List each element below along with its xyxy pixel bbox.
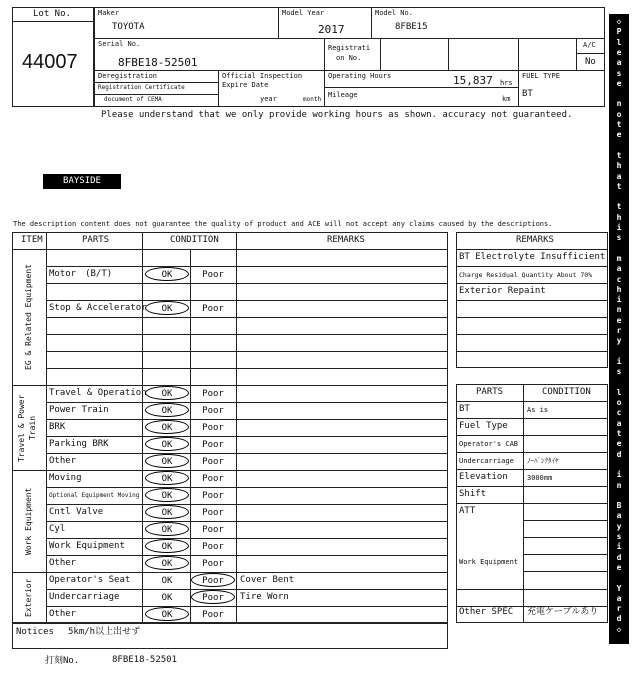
remark-item: Charge Residual Quantity About 70% xyxy=(459,271,593,279)
remark-divider xyxy=(456,317,608,318)
inspection-label-1: Official Inspection xyxy=(222,72,303,80)
ac-label: A/C xyxy=(583,41,596,49)
side-note-char: e xyxy=(616,78,622,88)
side-note-char: h xyxy=(616,284,622,294)
part-name: Other xyxy=(49,609,77,619)
side-note-bar xyxy=(609,14,629,644)
side-note-char: s xyxy=(616,68,622,78)
ok-label: OK xyxy=(161,474,173,484)
side-note-char: e xyxy=(616,562,622,572)
side-note-char: n xyxy=(616,480,622,490)
inspection-label-2: Expire Date xyxy=(222,81,269,89)
parts-divider xyxy=(523,520,608,521)
side-note-char: i xyxy=(616,356,622,366)
remark-divider xyxy=(456,334,608,335)
part-name: Other xyxy=(49,558,77,568)
model-no-value: 8FBE15 xyxy=(395,22,428,32)
ok-label: OK xyxy=(161,542,173,552)
side-note-char: n xyxy=(616,99,622,109)
group-travel-2: Train xyxy=(28,415,37,441)
side-note-char: a xyxy=(616,418,622,428)
side-note-char: Y xyxy=(616,583,622,593)
notices-label: Notices xyxy=(16,627,54,637)
side-note-char: h xyxy=(616,161,622,171)
remark-divider xyxy=(456,300,608,301)
poor-label: Poor xyxy=(202,491,224,501)
cema-label: document of CEMA xyxy=(104,96,162,103)
remark-item: BT Electrolyte Insufficient xyxy=(459,252,606,262)
side-note-char: l xyxy=(616,387,622,397)
ok-label: OK xyxy=(161,406,173,416)
registration-label-2: on No. xyxy=(336,54,362,62)
side-note-char: P xyxy=(616,27,622,37)
ok-label: OK xyxy=(161,593,173,603)
side-note-char: y xyxy=(616,336,622,346)
part-name: Stop & Accelerator xyxy=(49,303,147,313)
col-item: ITEM xyxy=(21,235,43,245)
lot-number: 44007 xyxy=(22,51,78,73)
row-divider xyxy=(46,402,448,403)
row-divider xyxy=(46,317,448,318)
ok-label: OK xyxy=(161,525,173,535)
ok-label: OK xyxy=(161,559,173,569)
row-divider xyxy=(46,538,448,539)
side-note-char: e xyxy=(616,439,622,449)
side-note-char: n xyxy=(616,305,622,315)
side-note-char: ◇ xyxy=(616,624,622,634)
parts-divider xyxy=(523,571,608,572)
group-exterior: Exterior xyxy=(24,578,33,618)
side-note-char: e xyxy=(616,315,622,325)
parts-divider xyxy=(456,503,608,504)
row-divider xyxy=(46,589,448,590)
side-note-char: ◇ xyxy=(616,17,622,26)
part-name: Moving xyxy=(49,473,82,483)
ac-value: No xyxy=(585,57,596,67)
maker-value: TOYOTA xyxy=(112,22,145,32)
ok-label: OK xyxy=(161,610,173,620)
parts-row-name: Fuel Type xyxy=(459,421,508,431)
group-travel-1: Travel & Power xyxy=(17,394,26,462)
poor-label: Poor xyxy=(202,525,224,535)
row-remark: Tire Worn xyxy=(240,592,289,602)
row-divider xyxy=(46,487,448,488)
parts-divider xyxy=(456,435,608,436)
side-note-char: B xyxy=(616,501,622,511)
poor-label: Poor xyxy=(202,508,224,518)
remark-divider xyxy=(456,351,608,352)
poor-label: Poor xyxy=(202,542,224,552)
side-note-char: d xyxy=(616,449,622,459)
part-name: Cntl Valve xyxy=(49,507,104,517)
side-note-char: c xyxy=(616,274,622,284)
poor-label: Poor xyxy=(202,457,224,467)
part-name: Travel & Operation xyxy=(49,388,147,398)
side-note-char: y xyxy=(616,521,622,531)
parts-divider xyxy=(523,554,608,555)
row-divider xyxy=(46,436,448,437)
poor-label: Poor xyxy=(202,270,224,280)
group-eg: EG & Related Equipment xyxy=(24,264,33,370)
col-parts: PARTS xyxy=(82,235,110,245)
serial-label: Serial No. xyxy=(98,40,141,48)
side-note-char: t xyxy=(616,120,622,129)
parts-divider xyxy=(523,537,608,538)
side-note-char: s xyxy=(616,367,622,377)
row-divider xyxy=(46,453,448,454)
side-note-char: i xyxy=(616,542,622,552)
side-note-char: t xyxy=(616,150,622,160)
part-name: Operator's Seat xyxy=(49,575,131,585)
poor-label: Poor xyxy=(202,474,224,484)
model-year-value: 2017 xyxy=(318,23,345,36)
part-name: Other xyxy=(49,456,77,466)
condition-col-header: CONDITION xyxy=(542,387,591,397)
notices-value: 5km/h以上出せず xyxy=(68,627,141,637)
side-note-char: c xyxy=(616,408,622,418)
part-name: Undercarriage xyxy=(49,592,120,602)
registration-cert-label: Registration Certificate xyxy=(98,84,185,91)
location-badge: BAYSIDE xyxy=(43,174,121,189)
ok-label: OK xyxy=(161,440,173,450)
row-divider xyxy=(46,555,448,556)
month-label: month xyxy=(303,96,322,103)
remark-item: Exterior Repaint xyxy=(459,286,546,296)
row-divider xyxy=(46,351,448,352)
side-note-char: d xyxy=(616,552,622,562)
side-note-char: t xyxy=(616,181,622,191)
remark-divider xyxy=(456,283,608,284)
side-note-char: i xyxy=(616,470,622,480)
km-unit: km xyxy=(502,95,511,103)
maker-label: Maker xyxy=(98,9,120,17)
side-note-char: a xyxy=(616,171,622,181)
poor-label: Poor xyxy=(202,440,224,450)
group-work: Work Equipment xyxy=(24,487,33,556)
ok-label: OK xyxy=(161,491,173,501)
col-remarks: REMARKS xyxy=(327,235,365,245)
part-name: Work Equipment xyxy=(49,541,125,551)
poor-label: Poor xyxy=(202,304,224,314)
row-divider xyxy=(46,606,448,607)
part-name: Parking BRK xyxy=(49,439,109,449)
side-note-char: i xyxy=(616,295,622,305)
serial-value: 8FBE18-52501 xyxy=(118,56,198,69)
side-note-char: o xyxy=(616,109,622,119)
parts-row-name: Undercarriage xyxy=(459,457,514,465)
row-divider xyxy=(46,419,448,420)
lot-label: Lot No. xyxy=(33,9,71,19)
poor-label: Poor xyxy=(202,406,224,416)
other-spec-label: Other SPEC xyxy=(459,607,514,617)
col-condition: CONDITION xyxy=(170,235,219,245)
ok-label: OK xyxy=(161,508,173,518)
parts-row-name: BT xyxy=(459,404,470,414)
parts-divider xyxy=(456,452,608,453)
operating-hours-value: 15,837 xyxy=(453,74,493,87)
row-divider xyxy=(46,334,448,335)
parts-row-name: Operator's CAB xyxy=(459,440,519,448)
parts-row-name: ATT xyxy=(459,506,476,516)
poor-label: Poor xyxy=(202,559,224,569)
part-name: BRK xyxy=(49,422,66,432)
operating-hours-label: Operating Hours xyxy=(328,72,392,80)
parts-row-condition: 3000mm xyxy=(527,474,553,482)
hours-notice: Please understand that we only provide working hours as shown. accuracy not guaranteed. xyxy=(101,110,573,120)
stamp-label: 打刻No. xyxy=(45,656,80,666)
model-no-label: Model No. xyxy=(375,9,413,17)
part-name: Motor (B/T) xyxy=(49,269,113,279)
stamp-value: 8FBE18-52501 xyxy=(112,655,178,665)
part-name: Power Train xyxy=(49,405,109,415)
side-note-char: i xyxy=(616,223,622,232)
parts-divider xyxy=(456,469,608,470)
poor-label: Poor xyxy=(202,423,224,433)
other-spec-value: 充電ケーブルあり xyxy=(527,607,599,617)
side-note-char: e xyxy=(616,130,622,140)
deregistration-label: Deregistration xyxy=(98,72,158,80)
side-note-char: r xyxy=(616,604,622,614)
side-note-char: s xyxy=(616,532,622,541)
poor-label: Poor xyxy=(202,593,224,603)
ok-label: OK xyxy=(161,270,173,280)
side-note-char: r xyxy=(616,326,622,335)
registration-label-1: Registrati xyxy=(328,44,371,52)
parts-row-condition: As is xyxy=(527,406,549,414)
remarks-header: REMARKS xyxy=(516,235,554,245)
side-note-char: t xyxy=(616,429,622,438)
part-name: Optional Equipment Moving xyxy=(49,492,140,499)
side-note-char: a xyxy=(616,264,622,274)
parts-row-name: Elevation xyxy=(459,472,508,482)
work-equipment-label: Work Equipment xyxy=(459,558,519,566)
ok-label: OK xyxy=(161,576,173,586)
part-name: Cyl xyxy=(49,524,66,534)
row-divider xyxy=(46,368,448,369)
poor-label: Poor xyxy=(202,610,224,620)
parts-divider xyxy=(456,418,608,419)
poor-label: Poor xyxy=(202,576,224,586)
parts-row-name: Shift xyxy=(459,489,487,499)
row-divider xyxy=(46,521,448,522)
side-note-char: o xyxy=(616,398,622,408)
ok-label: OK xyxy=(161,304,173,314)
row-divider xyxy=(46,300,448,301)
remark-divider xyxy=(456,266,608,267)
side-note-char: a xyxy=(616,593,622,603)
parts-divider xyxy=(456,486,608,487)
side-note-char: a xyxy=(616,58,622,68)
row-divider xyxy=(46,266,448,267)
side-note-char: e xyxy=(616,47,622,57)
ok-label: OK xyxy=(161,389,173,399)
parts-row-condition: ﾉｰﾊﾟﾝｸﾀｲﾔ xyxy=(527,457,559,465)
side-note-char: d xyxy=(616,614,622,624)
ok-label: OK xyxy=(161,423,173,433)
side-note-char: l xyxy=(616,37,622,47)
model-year-label: Model Year xyxy=(282,9,325,17)
side-note-char: h xyxy=(616,212,622,222)
year-label: year xyxy=(260,95,277,103)
poor-label: Poor xyxy=(202,389,224,399)
ok-label: OK xyxy=(161,457,173,467)
side-note-char: s xyxy=(616,233,622,243)
row-remark: Cover Bent xyxy=(240,575,295,585)
fuel-type-value: BT xyxy=(522,89,533,99)
fuel-type-label: FUEL TYPE xyxy=(522,72,560,80)
side-note-char: t xyxy=(616,202,622,212)
side-note-char: m xyxy=(616,253,622,263)
row-divider xyxy=(46,283,448,284)
disclaimer: The description content does not guarantee the quality of product and ACE will not accept any claims caused by the descriptions. xyxy=(13,220,553,228)
side-note-char: a xyxy=(616,511,622,521)
hrs-unit: hrs xyxy=(500,79,513,87)
mileage-label: Mileage xyxy=(328,91,358,99)
parts-col-header: PARTS xyxy=(476,387,504,397)
row-divider xyxy=(46,504,448,505)
